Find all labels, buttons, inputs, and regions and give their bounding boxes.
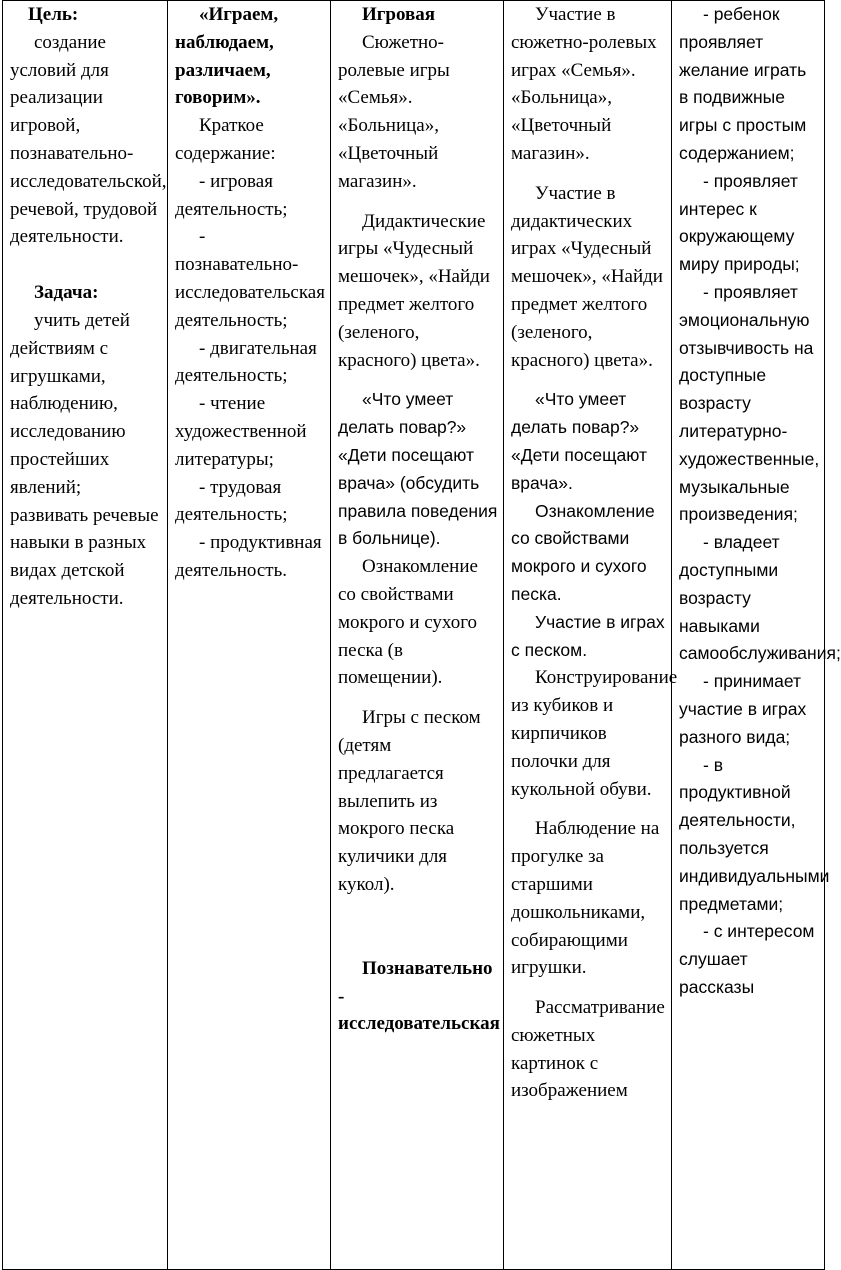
sand-games-text: Игры с песком (детям предлагается вылепить из мокрого песка куличики для кукол). <box>338 707 481 895</box>
goal-text: создание условий для реализации игровой, познавательно-исследовательской, речевой, трудовой деятельности. <box>10 31 167 248</box>
observation-text: Наблюдение на прогулке за старшими дошкольниками, собирающими игрушки. <box>511 818 660 979</box>
list-item: - чтение художественной литературы; <box>175 393 307 470</box>
outcome-item: - в продуктивной деятельности, пользуется индивидуальными предметами; <box>679 754 830 914</box>
outcome-item: - принимает участие в играх разного вида; <box>679 671 807 747</box>
list-item: - продуктивная деятельность. <box>175 532 322 581</box>
content-cell <box>168 1 331 1270</box>
outcome-item: - владеет доступными возрасту навыками самообслуживания; <box>679 532 841 664</box>
outcome-item: - проявляет эмоциональную отзывчивость на доступные возрасту литературно-художественные, музыкальные произведения; <box>679 281 820 525</box>
section-heading: Игровая <box>362 4 436 25</box>
didactic-participation: Участие в дидактических играх «Чудесный мешочек», «Найди предмет желтого (зеленого, красного) цвета». <box>511 182 663 371</box>
pictures-text: Рассматривание сюжетных картинок с изображением <box>511 997 665 1102</box>
section-heading-2: Познавательно - исследовательская <box>338 957 500 1035</box>
summary-label: Краткое содержание: <box>175 115 276 164</box>
role-games-text: Сюжетно-ролевые игры «Семья». «Больница», «Цветочный магазин». <box>338 31 450 192</box>
task-label: Задача: <box>34 282 99 304</box>
lesson-plan-table <box>2 0 841 1270</box>
outcomes-cell <box>672 1 841 1270</box>
list-item: - познавательно-исследовательская деятельность; <box>175 226 325 331</box>
construction-text: Конструирование из кубиков и кирпичиков полочки для кукольной обуви. <box>511 667 678 800</box>
goals-cell <box>3 1 168 1270</box>
table-row <box>3 1 825 1270</box>
sand-participation: Участие в играх с песком. <box>511 611 665 660</box>
participation-cell <box>504 1 678 1270</box>
outcome-item: - ребенок проявляет желание играть в подвижные игры с простым содержанием; <box>679 4 807 163</box>
block-title: «Играем, наблюдаем, различаем, говорим». <box>175 4 279 109</box>
didactic-games-text: Дидактические игры «Чудесный мешочек», «Найди предмет желтого (зеленого, красного) цвета». <box>338 210 490 371</box>
list-item: - двигательная деятельность; <box>175 337 317 387</box>
familiarization-participation: Ознакомление со свойствами мокрого и сухого песка. <box>511 500 655 604</box>
conversation-participation: «Что умеет делать повар?» «Дети посещают врача». <box>511 389 647 493</box>
familiarization-text: Ознакомление со свойствами мокрого и сухого песка (в помещении). <box>338 556 478 689</box>
goal-label: Цель: <box>28 4 79 25</box>
role-games-participation: Участие в сюжетно-ролевых играх «Семья». «Больница», «Цветочный магазин». <box>511 4 657 164</box>
list-item: - трудовая деятельность; <box>175 476 288 526</box>
conversation-text: «Что умеет делать повар?» «Дети посещают врача» (обсудить правила поведения в больнице). <box>338 389 498 549</box>
outcome-item: - с интересом слушает рассказы <box>679 921 815 997</box>
list-item: - игровая деятельность; <box>175 170 288 220</box>
activities-cell <box>331 1 504 1270</box>
task-text: учить детей действиям с игрушками, наблюдению, исследованию простейших явлений; развивать речевые навыки в разных видах детской деятельности. <box>10 309 159 609</box>
outcome-item: - проявляет интерес к окружающему миру природы; <box>679 170 800 275</box>
